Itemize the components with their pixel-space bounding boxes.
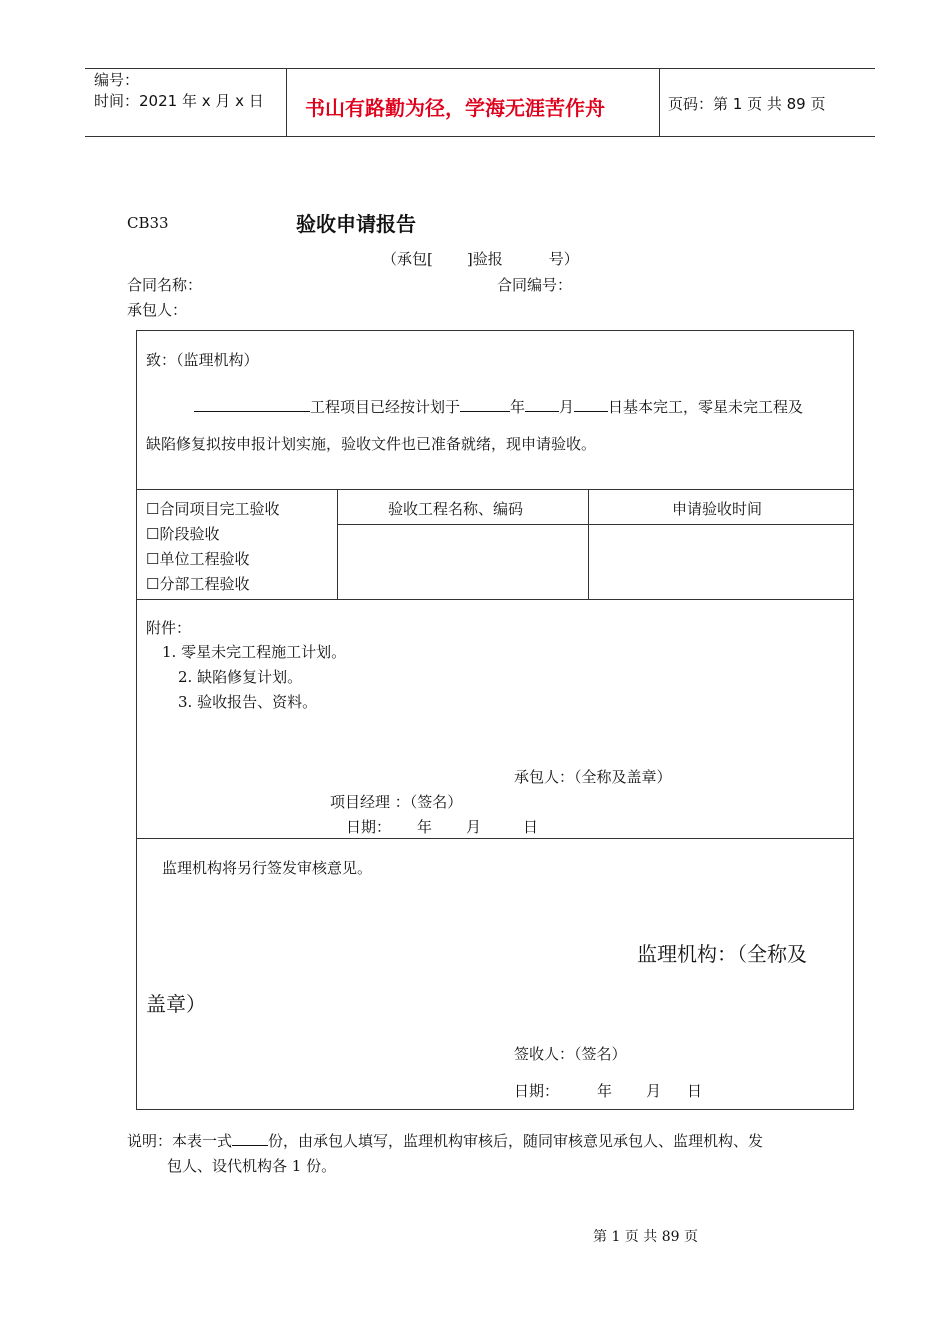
header-page-label: 页码：第 1 页 共 89 页 — [668, 95, 826, 113]
subtitle-left: （承包[ — [382, 250, 433, 268]
section3-date: 日期： 年 月 日 — [346, 818, 539, 836]
section4-date: 日期： 年 月 日 — [514, 1082, 703, 1100]
col-header-project-name: 验收工程名称、编码 — [388, 500, 524, 518]
header-divider-right — [659, 68, 660, 136]
supervisor-note: 监理机构将另行签发审核意见。 — [162, 859, 373, 877]
contract-no-label: 合同编号： — [497, 276, 573, 294]
to-supervisor-label: 致：（监理机构） — [146, 351, 259, 369]
supervisor-org-line1: 监理机构：（全称及 — [637, 942, 807, 966]
attachments-label: 附件： — [146, 619, 192, 637]
subtitle-right: 号） — [548, 250, 579, 268]
request-time-cell[interactable] — [589, 525, 853, 599]
completion-statement-line2: 缺陷修复拟按申报计划实施，验收文件也已准备就绪，现申请验收。 — [146, 435, 597, 453]
contractor-label: 承包人： — [127, 301, 188, 319]
header-number-label: 编号： — [94, 71, 140, 89]
row-divider-2 — [137, 599, 853, 600]
acceptance-type-unit[interactable]: ☐单位工程验收 — [146, 550, 250, 568]
header-divider-left — [286, 68, 287, 136]
supervisor-org-line2: 盖章） — [146, 992, 206, 1016]
acceptance-type-division[interactable]: ☐分部工程验收 — [146, 575, 250, 593]
footnote-line1: 说明：本表一式 份，由承包人填写，监理机构审核后，随同审核意见承包人、监理机构、发 — [127, 1132, 764, 1150]
attachment-item-3: 3. 验收报告、资料。 — [178, 693, 318, 711]
receiver-signature: 签收人：（签名） — [514, 1045, 627, 1063]
attachment-item-1: 1. 零星未完工程施工计划。 — [162, 643, 347, 661]
col-header-request-time: 申请验收时间 — [672, 500, 763, 518]
project-manager-signature: 项目经理 ：（签名） — [330, 793, 463, 811]
project-name-cell[interactable] — [338, 525, 588, 599]
header-time-label: 时间：2021 年 x 月 x 日 — [94, 92, 264, 110]
page-footer: 第 1 页 共 89 页 — [593, 1229, 698, 1245]
row-divider-3 — [137, 838, 853, 839]
row-divider-1 — [137, 489, 853, 490]
subtitle-mid: ]验报 — [466, 250, 503, 268]
attachment-item-2: 2. 缺陷修复计划。 — [178, 668, 303, 686]
form-title: 验收申请报告 — [296, 212, 416, 236]
contractor-signature: 承包人：（全称及盖章） — [514, 768, 672, 786]
acceptance-type-completion[interactable]: ☐合同项目完工验收 — [146, 500, 280, 518]
application-table — [136, 330, 854, 1110]
footnote-line2: 包人、设代机构各 1 份。 — [167, 1157, 337, 1175]
form-code: CB33 — [127, 214, 169, 232]
header-motto: 书山有路勤为径，学海无涯苦作舟 — [305, 96, 605, 120]
header-top-rule — [85, 68, 875, 69]
acceptance-type-stage[interactable]: ☐阶段验收 — [146, 525, 220, 543]
contract-name-label: 合同名称： — [127, 276, 203, 294]
header-bottom-rule — [85, 136, 875, 137]
form-subtitle — [382, 248, 579, 269]
completion-statement-line1: 工程项目已经按计划于 年 月 日基本完工，零星未完工程及 — [194, 396, 803, 417]
